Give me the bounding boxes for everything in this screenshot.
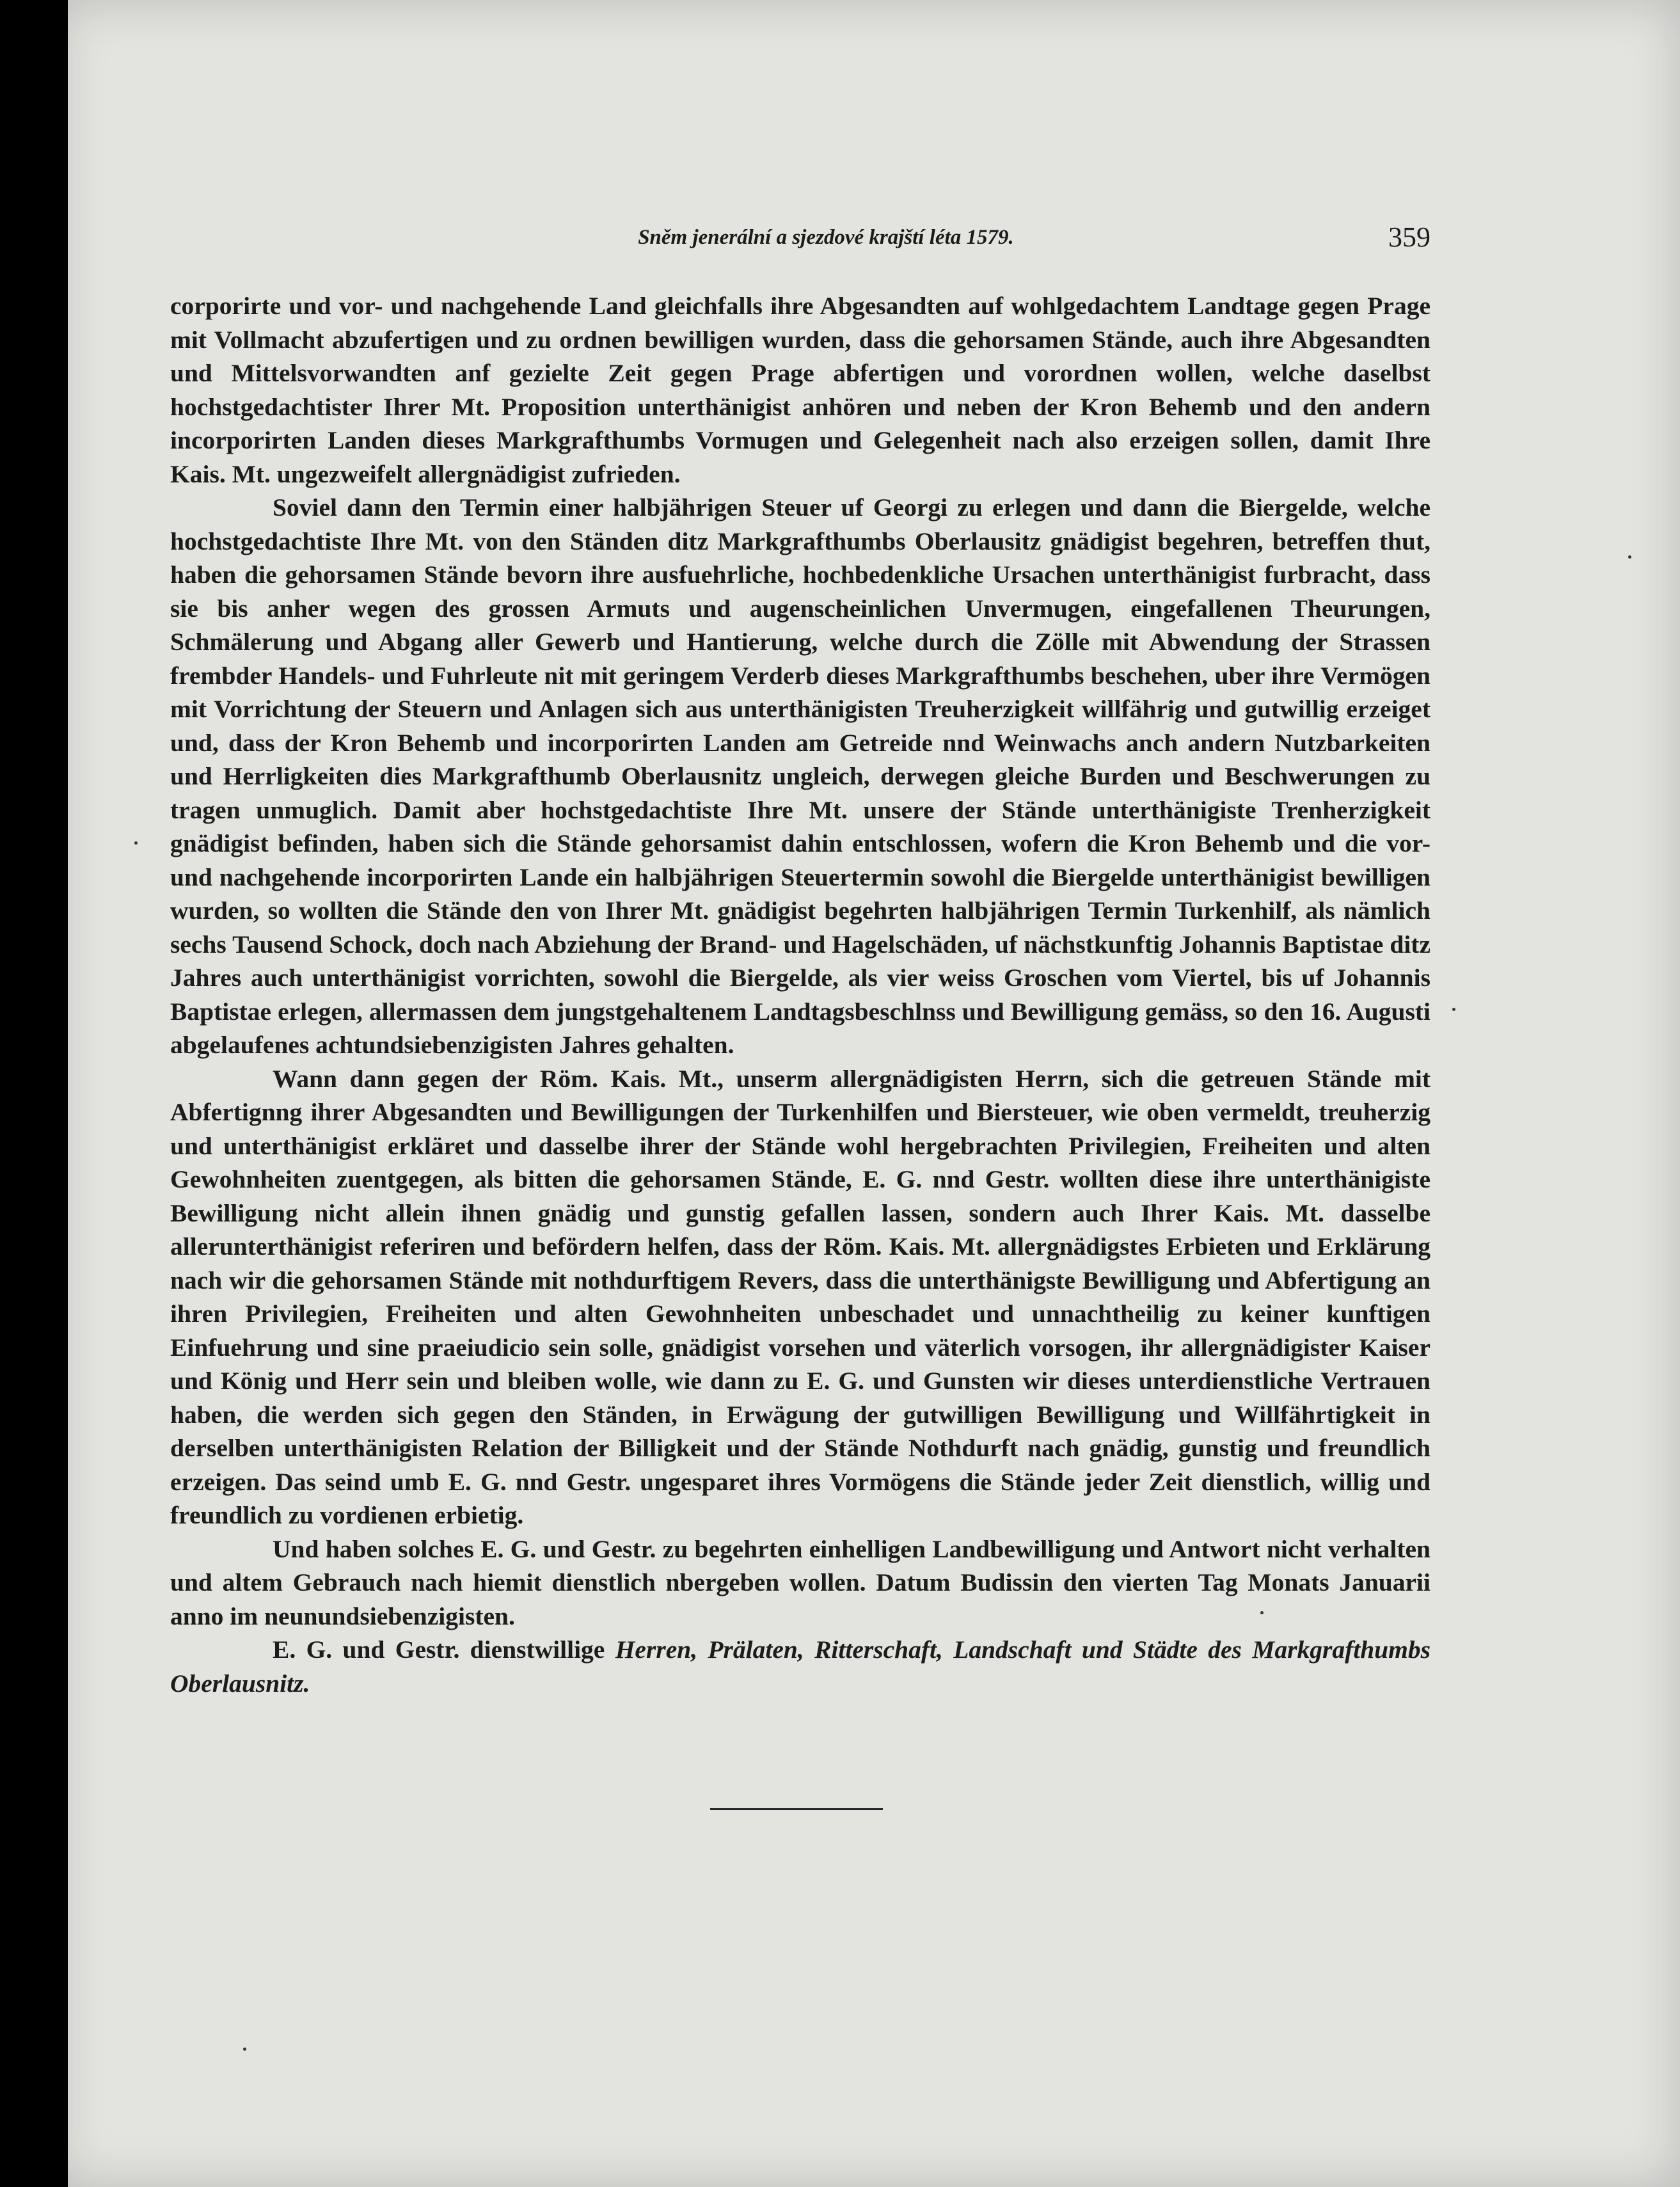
page-gutter-shadow: [56, 0, 68, 2187]
signature-prefix: E. G. und Gestr. dienstwillige: [273, 1635, 615, 1664]
section-end-rule: [710, 1808, 883, 1810]
running-head: [170, 221, 1430, 259]
paragraph-petition: Wann dann gegen der Röm. Kais. Mt., unserm allergnädigisten Herrn, sich die getreuen Stände mit Abfertignng ihrer Abgesandten und Bewilligungen der Turkenhilfen und Biersteuer, wie oben vermeldt, treuherzig und unterthänigist erkläret und dasselbe ihrer der Stände wohl hergebrachten Privilegien, Freiheiten und alten Gewohnheiten zuentgegen, als bitten die gehorsamen Stände, E. G. nnd Gestr. wollten diese ihre unterthänigiste Bewilligung nicht allein ihnen gnädig und gunstig gefallen lassen, sondern auch Ihrer Kais. Mt. dasselbe allerunterthänigist referiren und befördern helfen, dass der Röm. Kais. Mt. allergnädigstes Erbieten und Erklärung nach wir die gehorsamen Stände mit nothdurftigem Revers, dass die unterthänigste Bewilligung und Abfertigung an ihren Privilegien, Freiheiten und alten Gewohnheiten unbeschadet und unnachtheilig zu keiner kunftigen Einfuehrung und sine praeiudicio sein solle, gnädigist vorsehen und väterlich vorsogen, ihr allergnädigister Kaiser und König und Herr sein und bleiben wolle, wie dann zu E. G. und Gunsten wir dieses unterdienstliche Vertrauen haben, die werden sich gegen den Ständen, in Erwägung der gutwilligen Bewilligung und Willfährtigkeit in derselben unterthänigisten Relation der Billigkeit und der Stände Nothdurft nach gnädig, gunstig und freundlich erzeigen. Das seind umb E. G. nnd Gestr. ungesparet ihres Vormögens die Stände jeder Zeit dienstlich, willig und freundlich zu vordienen erbietig.: [170, 1064, 1430, 1529]
signature-italic: Herren, Prälaten, Ritterschaft, Landschaft und Städte des Markgrafthumbs Oberlausnitz.: [170, 1635, 1430, 1698]
scan-speck: [134, 841, 138, 845]
paragraph-closing: Und haben solches E. G. und Gestr. zu begehrten einhelligen Landbewilligung und Antwort nicht verhalten und altem Gebrauch nach hiemit dienstlich nbergeben wollen. Datum Budissin den vierten Tag Monats Januarii anno im neunundsiebenzigisten.: [170, 1534, 1430, 1630]
paragraph-continuation: corporirte und vor- und nachgehende Land gleichfalls ihre Abgesandten auf wohlgedachtem Landtage gegen Prage mit Vollmacht abzufertigen und zu ordnen bewilligen wurden, dass die gehorsamen Stände, auch ihre Abgesandten und Mittelsvorwandten anf gezielte Zeit gegen Prage abfertigen und vorordnen wollen, welche daselbst hochstgedachtister Ihrer Mt. Proposition unterthänigist anhören und neben der Kron Behemb und den andern incorporirten Landen dieses Markgrafthumbs Vormugen und Gelegenheit nach also erzeigen sollen, damit Ihre Kais. Mt. ungezweifelt allergnädigist zufrieden.: [170, 292, 1430, 488]
running-title: Sněm jenerální a sjezdové krajští léta 1579.: [638, 226, 1014, 249]
page-body-text: [170, 289, 1430, 1700]
scan-speck: [1260, 1611, 1264, 1614]
paragraph-tax-term: Soviel dann den Termin einer halbjährigen Steuer uf Georgi zu erlegen und dann die Biergelde, welche hochstgedachtiste Ihre Mt. von den Ständen ditz Markgrafthumbs Oberlausitz gnädigist begehren, betreffen thut, haben die gehorsamen Stände bevorn ihre ausfuehrliche, hochbedenkliche Ursachen unterthänigist furbracht, dass sie bis anher wegen des grossen Armuts und augenscheinlichen Unvermugen, eingefallenen Theurungen, Schmälerung und Abgang aller Gewerb und Hantierung, welche durch die Zölle mit Abwendung der Strassen frembder Handels- und Fuhrleute nit mit geringem Verderb dieses Markgrafthumbs beschehen, uber ihre Vermögen mit Vorrichtung der Steuern und Anlagen sich aus unterthänigisten Treuherzigkeit willfährig und gutwillig erzeiget und, dass der Kron Behemb und incorporirten Landen am Getreide nnd Weinwachs anch andern Nutzbarkeiten und Herrligkeiten dies Markgrafthumb Oberlausnitz ungleich, derwegen gleiche Burden und Beschwerungen zu tragen unmuglich. Damit aber hochstgedachtiste Ihre Mt. unsere der Stände unterthänigiste Trenherzigkeit gnädigist befinden, haben sich die Stände gehorsamist dahin entschlossen, wofern die Kron Behemb und die vor- und nachgehende incorporirten Lande ein halbjährigen Steuertermin sowohl die Biergelde unterthänigist bewilligen wurden, so wollten die Stände den von Ihrer Mt. gnädigist begehrten halbjährigen Termin Turkenhilf, als nämlich sechs Tausend Schock, doch nach Abziehung der Brand- und Hagelschäden, uf nächstkunftig Johannis Baptistae ditz Jahres auch unterthänigist vorrichten, sowohl die Biergelde, als vier weiss Groschen vom Viertel, bis uf Johannis Baptistae erlegen, allermassen dem jungstgehaltenem Landtagsbeschlnss und Bewilligung gemäss, so den 16. Augusti abgelaufenes achtundsiebenzigisten Jahres gehalten.: [170, 493, 1430, 1059]
scan-speck: [1628, 555, 1631, 559]
scan-speck: [243, 2048, 246, 2051]
scan-speck: [1452, 1008, 1455, 1011]
page-number: 359: [1388, 221, 1430, 253]
signature-line: [170, 1633, 1430, 1700]
